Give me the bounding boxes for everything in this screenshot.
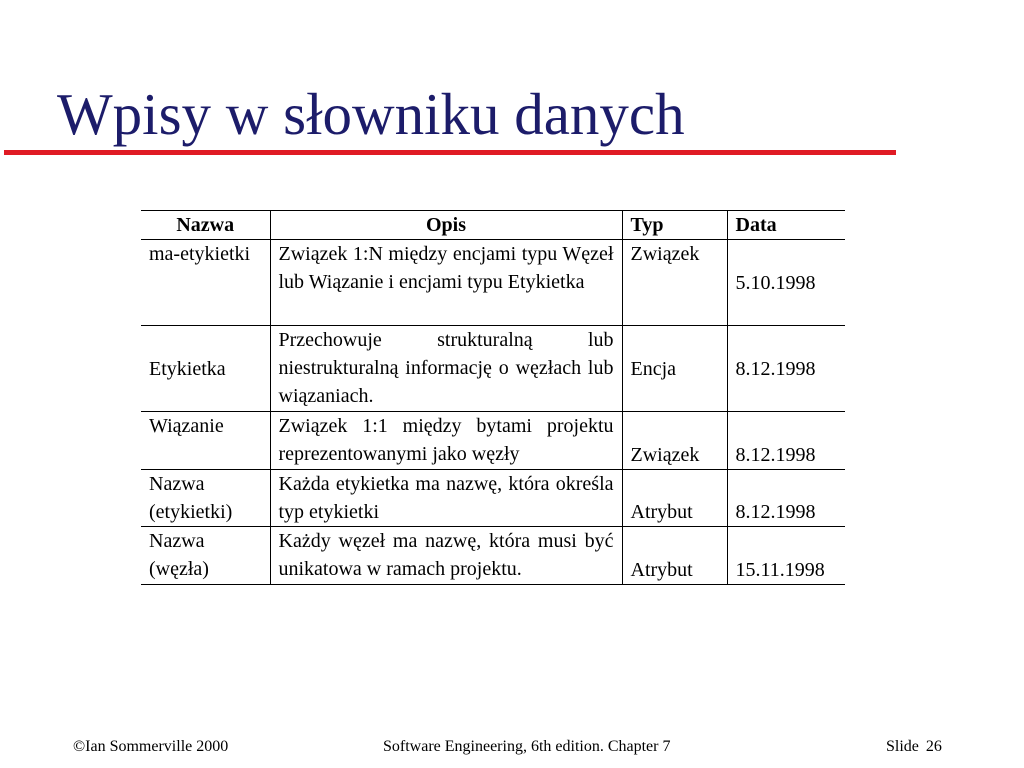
- table-header-row: [141, 211, 845, 240]
- table-row: [141, 240, 845, 326]
- cell-description: Każdy węzeł ma nazwę, która musi być unikatowa w ramach projektu.: [270, 527, 622, 585]
- cell-date: 15.11.1998: [727, 527, 845, 585]
- cell-type: Związek: [622, 240, 727, 326]
- cell-description: Przechowuje strukturalną lub niestrukturalną informację o węzłach lub wiązaniach.: [270, 326, 622, 412]
- cell-description: Związek 1:1 między bytami projektu reprezentowanymi jako węzły: [270, 412, 622, 470]
- column-header-type: Typ: [622, 211, 727, 240]
- table-row: [141, 470, 845, 527]
- title-divider: [4, 150, 896, 155]
- table-row: [141, 412, 845, 470]
- cell-name: ma-etykietki: [141, 240, 270, 326]
- footer-slide-number: [886, 737, 942, 757]
- cell-date: 8.12.1998: [727, 412, 845, 470]
- cell-name: Wiązanie: [141, 412, 270, 470]
- cell-description: Związek 1:N między encjami typu Węzeł lub Wiązanie i encjami typu Etykietka: [270, 240, 622, 326]
- column-header-description: Opis: [270, 211, 622, 240]
- cell-date: 8.12.1998: [727, 470, 845, 527]
- cell-description: Każda etykietka ma nazwę, która określa typ etykietki: [270, 470, 622, 527]
- column-header-name: Nazwa: [141, 211, 270, 240]
- column-header-date: Data: [727, 211, 845, 240]
- table-row: [141, 527, 845, 585]
- cell-name: Etykietka: [141, 326, 270, 412]
- cell-name: Nazwa (węzła): [141, 527, 270, 585]
- cell-type: Atrybut: [622, 527, 727, 585]
- cell-date: 8.12.1998: [727, 326, 845, 412]
- cell-type: Związek: [622, 412, 727, 470]
- footer-copyright: ©Ian Sommerville 2000: [73, 738, 229, 755]
- cell-type: Encja: [622, 326, 727, 412]
- table-row: [141, 326, 845, 412]
- footer-book-reference: Software Engineering, 6th edition. Chapter 7: [383, 738, 671, 755]
- data-dictionary-table: [141, 210, 845, 585]
- cell-type: Atrybut: [622, 470, 727, 527]
- slide-title: Wpisy w słowniku danych: [57, 81, 685, 147]
- slide-label: Slide: [886, 738, 919, 755]
- cell-name: Nazwa (etykietki): [141, 470, 270, 527]
- cell-date: 5.10.1998: [727, 240, 845, 326]
- slide-number: 26: [925, 738, 942, 755]
